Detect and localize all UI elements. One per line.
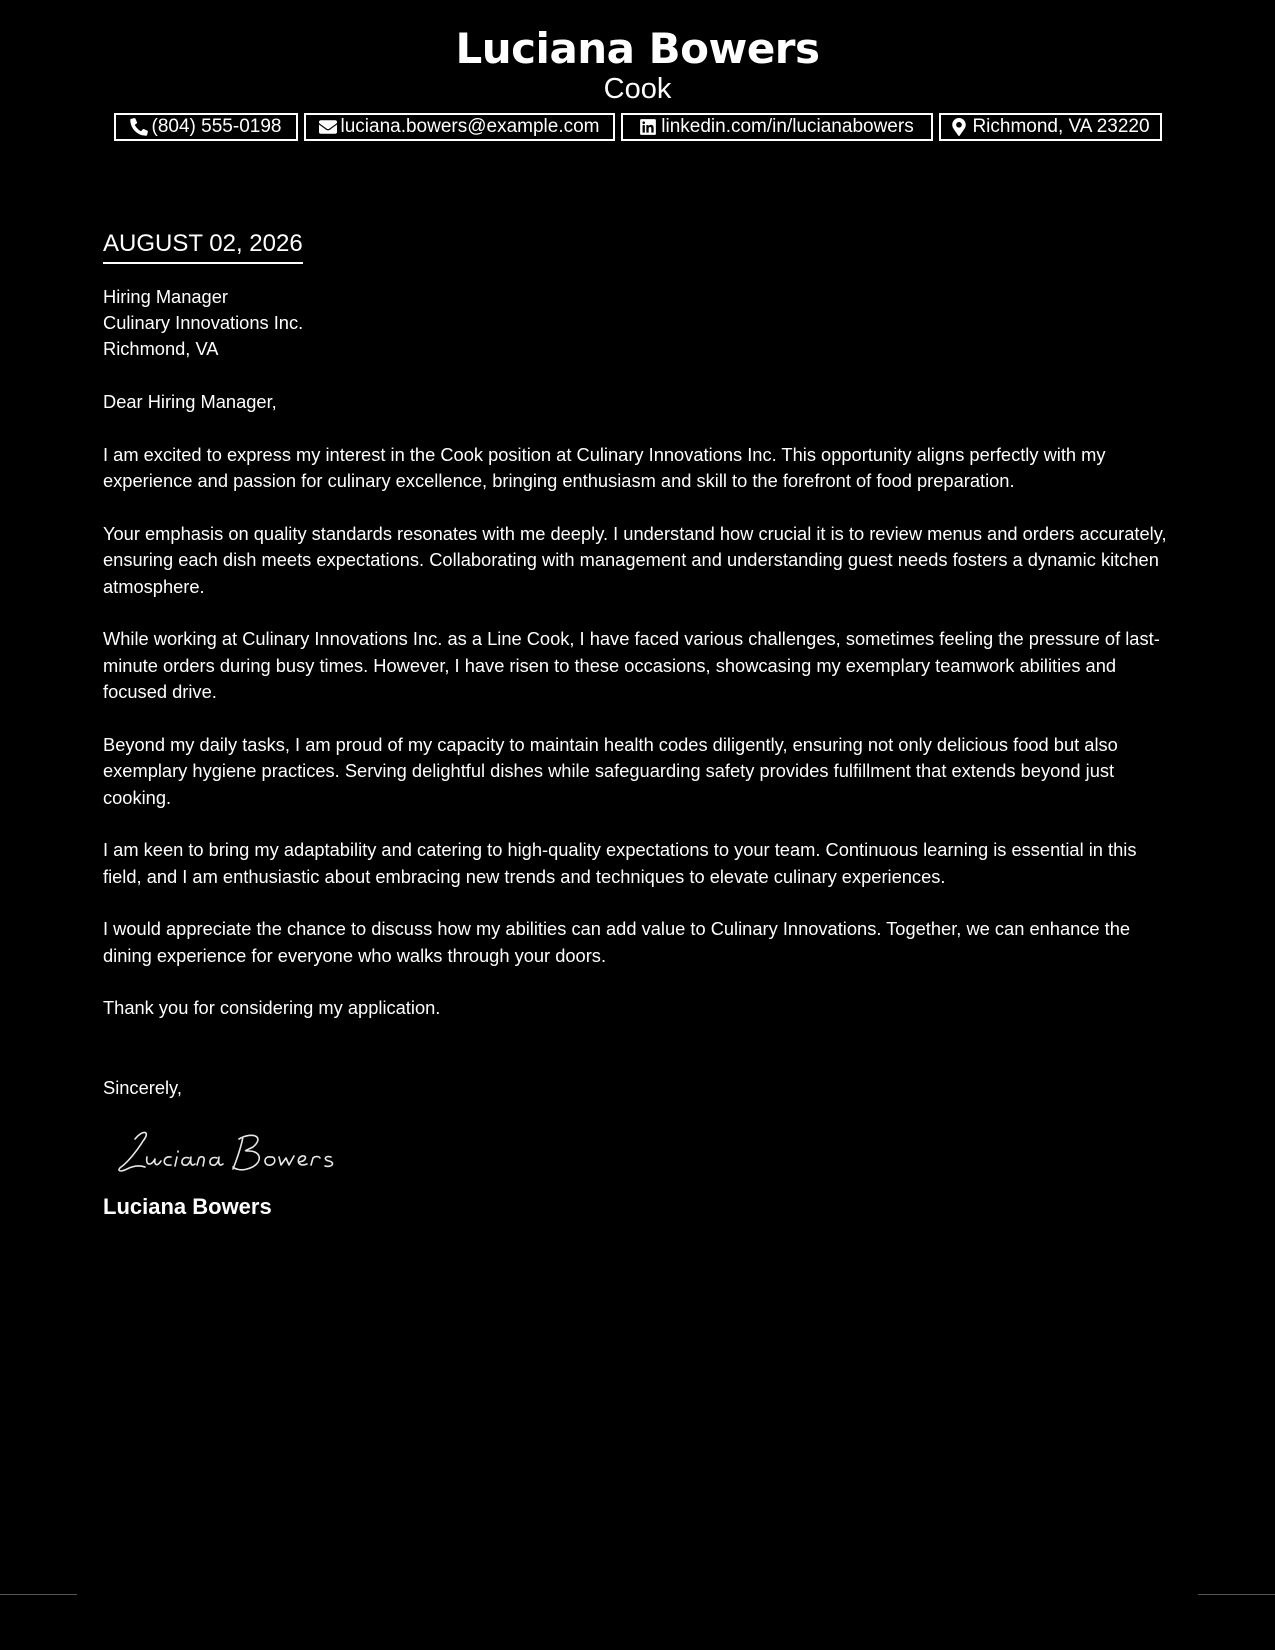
phone-text: (804) 555-0198: [151, 116, 282, 137]
body-paragraph: I am keen to bring my adaptability and catering to high-quality expectations to your team. Continuous learning is essential in this field, and I am enthusiastic about embracing new trends and techniques to elevate culinary experiences.: [103, 839, 1137, 887]
letter-body: [103, 228, 1173, 1221]
body-paragraph: Your emphasis on quality standards resonates with me deeply. I understand how crucial it is to review menus and orders accurately, ensuring each dish meets expectations. Collaborating with management and understanding guest needs fosters a dynamic kitchen atmosphere.: [103, 522, 1167, 597]
body-paragraph: Thank you for considering my application.: [103, 997, 441, 1018]
contact-location[interactable]: [939, 113, 1162, 141]
contact-email[interactable]: [304, 113, 615, 141]
contact-phone[interactable]: [114, 113, 298, 141]
signature-image: [113, 1119, 363, 1179]
recipient-company: Culinary Innovations Inc.: [103, 312, 304, 333]
phone-icon: [130, 118, 148, 136]
salutation: Dear Hiring Manager,: [103, 391, 277, 412]
linkedin-text: linkedin.com/in/lucianabowers: [661, 116, 914, 137]
letterhead: [0, 22, 1275, 106]
linkedin-icon: [639, 118, 657, 136]
envelope-icon: [319, 118, 337, 136]
location-text: Richmond, VA 23220: [972, 116, 1150, 137]
contact-linkedin[interactable]: [621, 113, 933, 141]
contact-bar: [0, 113, 1275, 141]
body-paragraph: I would appreciate the chance to discuss how my abilities can add value to Culinary Innovations. Together, we can enhance the dining experience for everyone who walks through your doors.: [103, 918, 1131, 966]
email-text: luciana.bowers@example.com: [340, 116, 600, 137]
footer-divider-left: [0, 1594, 77, 1595]
job-title: Cook: [603, 73, 672, 105]
signer-name: Luciana Bowers: [103, 1194, 272, 1219]
recipient-location: Richmond, VA: [103, 338, 219, 359]
recipient-title: Hiring Manager: [103, 286, 228, 307]
body-paragraph: While working at Culinary Innovations Inc. as a Line Cook, I have faced various challenges, sometimes feeling the pressure of last-minute orders during busy times. However, I have risen to these occasions, showcasing my exemplary teamwork abilities and focused drive.: [103, 628, 1160, 702]
body-paragraph: I am excited to express my interest in the Cook position at Culinary Innovations Inc. This opportunity aligns perfectly with my experience and passion for culinary excellence, bringing enthusiasm and skill to the forefront of food preparation.: [103, 443, 1106, 491]
handwritten-signature: [113, 1119, 363, 1179]
applicant-name: Luciana Bowers: [455, 24, 820, 73]
closing: Sincerely,: [103, 1076, 182, 1098]
recipient-block: [103, 284, 1173, 362]
map-marker-icon: [950, 118, 968, 136]
body-paragraph: Beyond my daily tasks, I am proud of my capacity to maintain health codes diligently, ensuring not only delicious food but also exemplary hygiene practices. Serving delightful dishes while safeguarding safety provides fulfillment that extends beyond just cooking.: [103, 733, 1118, 808]
footer-divider-right: [1198, 1594, 1275, 1595]
letter-date: AUGUST 02, 2026: [103, 228, 303, 264]
